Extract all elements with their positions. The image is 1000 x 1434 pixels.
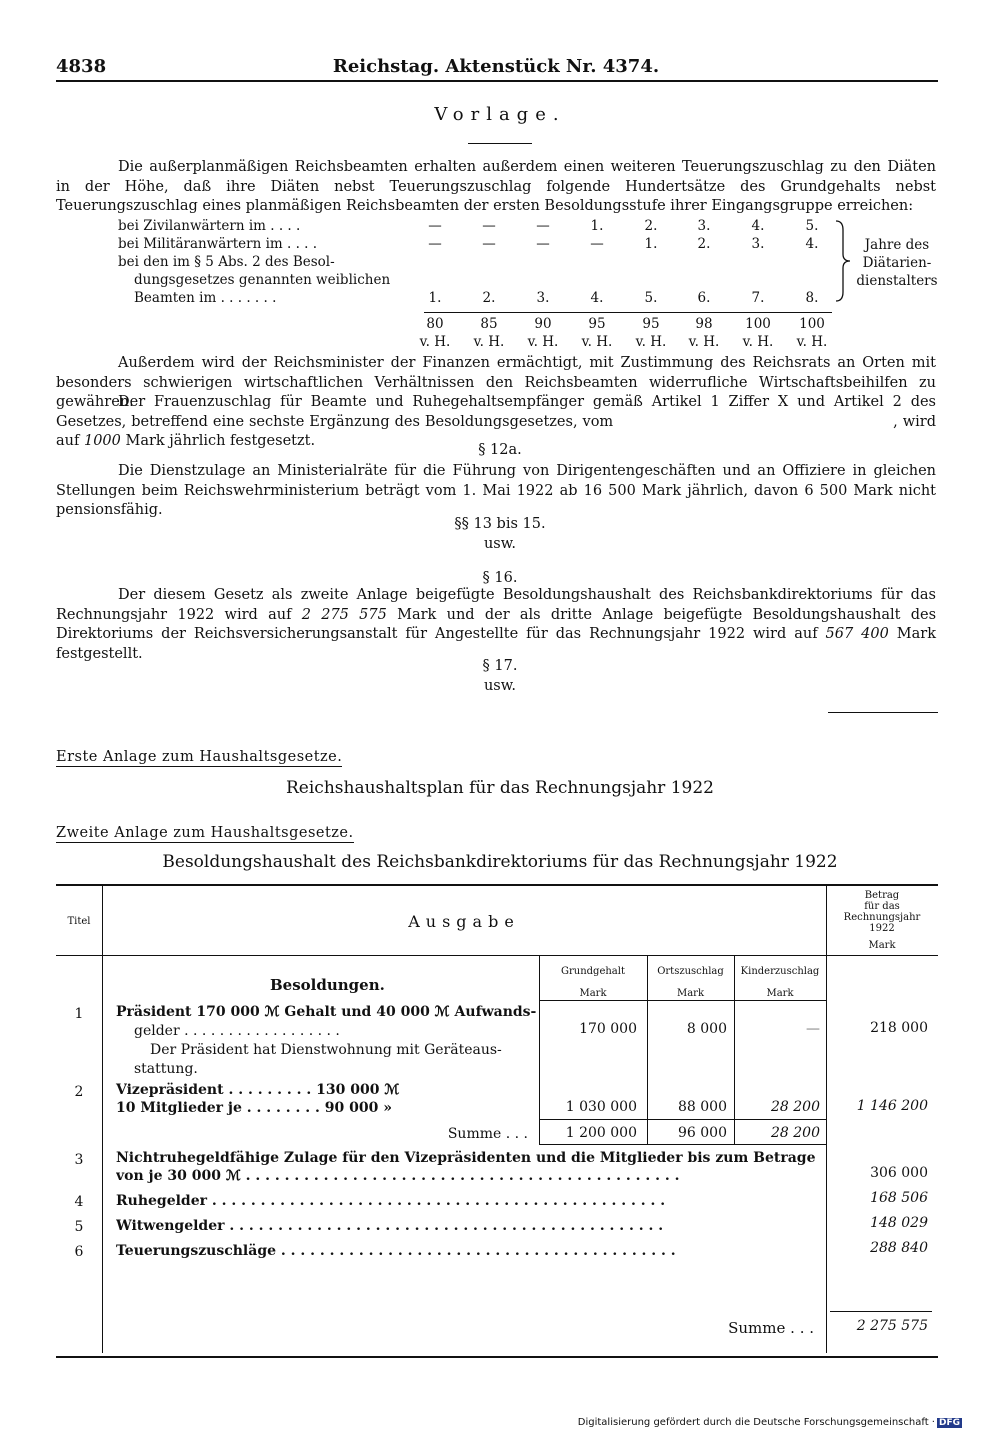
paragraph-12a: Die Dienstzulage an Ministerialräte für die Führung von Dirigentengeschäften und an Offiziere in gleichen Stellungen beim Reichswehrministerium beträgt vom 1. Mai 1922 ab 16 500 Mark jährlich, davon 6 500 Mark nicht pensionsfähig. — [56, 463, 936, 518]
para16-text: Mark festgestellt. — [56, 626, 936, 662]
kinderzuschlag-value: 28 200 — [771, 1099, 820, 1115]
kinderzuschlag-sum: 28 200 — [771, 1125, 820, 1141]
percent-value: 90 — [534, 316, 552, 332]
percent-rule — [424, 312, 832, 313]
dfg-logo: DFG — [938, 1418, 960, 1428]
total-value: 2 275 575 — [856, 1318, 928, 1334]
erste-anlage-text: Erste Anlage zum Haushaltsgesetze. — [56, 749, 343, 765]
service-cell: 5. — [644, 290, 658, 306]
percent-unit: v. H. — [473, 334, 505, 350]
side-label-line: dienstalters — [856, 273, 938, 289]
col-betrag-line: Betrag — [864, 890, 900, 901]
brace-icon — [834, 220, 852, 302]
para3-text: auf — [56, 433, 80, 449]
service-cell: — — [428, 236, 442, 252]
betrag-value: 148 029 — [870, 1215, 928, 1231]
side-label-line: Jahre des — [864, 237, 930, 253]
col-betrag-line: Rechnungsjahr — [843, 912, 921, 923]
paragraph-wirtschaftsbeihilfen: Außerdem wird der Reichsminister der Finanzen ermächtigt, mit Zustimmung des Reichsrats an Orten mit besonders schwierigen wirtschaftlichen Verhältnissen den Reichsbeamten widerrufliche Wirtschaftsbeihilfen zu gewähren. — [56, 355, 936, 410]
service-cell: 2. — [697, 236, 711, 252]
service-cell: 1. — [428, 290, 442, 306]
titel-number: 1 — [74, 1006, 84, 1022]
service-cell: 4. — [751, 218, 765, 234]
service-row-label: bei Zivilanwärtern im . . . . — [118, 218, 301, 234]
service-cell: 1. — [590, 218, 604, 234]
row-line: gelder . . . . . . . . . . . . . . . . . . — [134, 1023, 340, 1039]
titel-number: 4 — [74, 1194, 84, 1210]
total-label: Summe . . . — [728, 1319, 814, 1337]
section-12a: § 12a. — [478, 442, 522, 458]
service-row-label: bei den im § 5 Abs. 2 des Besol- — [118, 254, 335, 270]
table-divider — [539, 1144, 826, 1145]
page-header — [56, 56, 936, 82]
service-cell: — — [590, 236, 604, 252]
summe-label: Summe . . . — [447, 1126, 528, 1142]
total-rule — [830, 1311, 932, 1312]
percent-unit: v. H. — [688, 334, 720, 350]
percent-unit: v. H. — [581, 334, 613, 350]
titel-number: 5 — [74, 1219, 84, 1235]
besoldungen-heading: Besoldungen. — [270, 976, 385, 994]
footer-text: Digitalisierung gefördert durch die Deutsche Forschungsgemeinschaft · — [577, 1417, 935, 1428]
betrag-value: 168 506 — [870, 1190, 928, 1206]
service-cell: — — [536, 236, 550, 252]
ortszuschlag-sum: 96 000 — [678, 1125, 727, 1141]
usw-text: usw. — [483, 536, 517, 552]
service-cell: 3. — [751, 236, 765, 252]
sub-ortszuschlag: Ortszuschlag — [657, 966, 724, 977]
grundgehalt-value: 170 000 — [579, 1021, 637, 1037]
vorlage-title: Vorlage. — [434, 104, 566, 125]
para16-amount: 2 275 575 — [301, 606, 387, 623]
service-cell: 8. — [805, 290, 819, 306]
col-titel: Titel — [67, 916, 91, 927]
service-cell: — — [536, 218, 550, 234]
paragraph-16 — [56, 586, 936, 664]
section-17: § 17. — [482, 658, 518, 674]
para3-amount: 1000 — [83, 433, 121, 449]
service-cell: 5. — [805, 218, 819, 234]
sub-mark: Mark — [766, 988, 794, 999]
percent-value: 80 — [426, 316, 444, 332]
percent-unit: v. H. — [742, 334, 774, 350]
service-cell: 2. — [482, 290, 496, 306]
end-rule — [828, 712, 938, 713]
ortszuschlag-value: 88 000 — [678, 1099, 727, 1115]
sub-kinderzuschlag: Kinderzuschlag — [740, 966, 820, 977]
usw-text: usw. — [483, 678, 517, 694]
reichshaushalt-title: Reichshaushaltsplan für das Rechnungsjahr 1922 — [286, 778, 714, 798]
table-divider — [56, 955, 938, 956]
betrag-value: 288 840 — [870, 1240, 928, 1256]
percent-value: 98 — [695, 316, 713, 332]
service-cell: 1. — [644, 236, 658, 252]
percent-value: 100 — [745, 316, 771, 332]
col-betrag-line: 1922 — [869, 923, 895, 934]
table-divider — [539, 956, 540, 1144]
side-label — [854, 236, 940, 290]
service-cell: 7. — [751, 290, 765, 306]
col-betrag-line: für das — [864, 901, 900, 912]
service-cell: — — [482, 236, 496, 252]
service-row-label: dungsgesetzes genannten weiblichen — [134, 272, 391, 288]
service-cell: 4. — [590, 290, 604, 306]
betrag-value: 218 000 — [870, 1020, 928, 1036]
row-line: Ruhegelder . . . . . . . . . . . . . . . . . . . . . . . . . . . . . . . . . . . . . . . . . . . . . . . — [116, 1193, 666, 1209]
service-cell: 3. — [536, 290, 550, 306]
col-betrag-mark: Mark — [868, 940, 896, 951]
grundgehalt-sum: 1 200 000 — [565, 1125, 637, 1141]
service-cell: 4. — [805, 236, 819, 252]
besoldung-title: Besoldungshaushalt des Reichsbankdirektoriums für das Rechnungsjahr 1922 — [162, 852, 838, 872]
row-line: Witwengelder . . . . . . . . . . . . . . . . . . . . . . . . . . . . . . . . . . . . . . . . . . . . . — [116, 1218, 664, 1234]
service-table — [56, 216, 936, 356]
titel-number: 3 — [74, 1152, 84, 1168]
para16-text: Mark und der als dritte Anlage beigefügte Besoldungshaushalt des Direktoriums der Reichsversicherungsanstalt für Angestellte für das Rechnungsjahr 1922 wird auf — [56, 606, 937, 642]
service-cell: — — [428, 218, 442, 234]
col-ausgabe: Ausgabe — [408, 912, 520, 931]
percent-value: 95 — [642, 316, 660, 332]
zweite-anlage-text: Zweite Anlage zum Haushaltsgesetze. — [56, 825, 354, 841]
table-divider — [647, 956, 648, 1144]
titel-number: 6 — [74, 1244, 84, 1260]
para3-text: Mark jährlich festgesetzt. — [125, 433, 316, 449]
ortszuschlag-value: 8 000 — [686, 1021, 727, 1037]
header-rule — [56, 80, 938, 82]
table-divider — [539, 1000, 826, 1001]
service-row-label: Beamten im . . . . . . . — [134, 290, 277, 306]
service-row-label: bei Militäranwärtern im . . . . — [118, 236, 318, 252]
row-line: Nichtruhegeldfähige Zulage für den Vizepräsidenten und die Mitglieder bis zum Betrage — [116, 1150, 816, 1166]
side-label-line: Diätarien- — [862, 255, 932, 271]
row-line: Der Präsident hat Dienstwohnung mit Geräteaus- — [150, 1042, 502, 1058]
grundgehalt-value: 1 030 000 — [565, 1099, 637, 1115]
sub-mark: Mark — [579, 988, 607, 999]
para3-text: Der Frauenzuschlag für Beamte und Ruhegehaltsempfänger gemäß Artikel 1 Ziffer X und Artikel 2 des Gesetzes, betreffend eine sechste Ergänzung des Besoldungsgesetzes, vom — [56, 394, 936, 430]
footer — [578, 1417, 962, 1428]
row-line: von je 30 000 ℳ . . . . . . . . . . . . . . . . . . . . . . . . . . . . . . . . . . . . . . . . . . . . . — [116, 1168, 680, 1184]
percent-unit: v. H. — [527, 334, 559, 350]
row-line: Teuerungszuschläge . . . . . . . . . . . . . . . . . . . . . . . . . . . . . . . . . . . . . . . . . — [116, 1243, 676, 1259]
page-number: 4838 — [56, 56, 107, 77]
percent-value: 95 — [588, 316, 606, 332]
percent-unit: v. H. — [635, 334, 667, 350]
row-line: Vizepräsident . . . . . . . . . 130 000 ℳ — [116, 1082, 400, 1098]
row-line: Präsident 170 000 ℳ Gehalt und 40 000 ℳ Aufwands- — [116, 1004, 537, 1020]
kinderzuschlag-value: — — [806, 1021, 820, 1037]
intro-paragraph: Die außerplanmäßigen Reichsbeamten erhalten außerdem einen weiteren Teuerungszuschlag zu den Diäten in der Höhe, daß ihre Diäten nebst Teuerungszuschlag folgende Hundertsätze des Grundgehalts nebst Teuerungszuschlag eines planmäßigen Reichsbeamten der ersten Besoldungsstufe ihrer Eingangsgruppe erreichen: — [56, 159, 936, 214]
section-16: § 16. — [482, 570, 518, 586]
betrag-value: 1 146 200 — [856, 1098, 928, 1114]
service-cell: 6. — [697, 290, 711, 306]
sub-mark: Mark — [676, 988, 705, 999]
percent-unit: v. H. — [796, 334, 828, 350]
title-rule — [468, 143, 532, 144]
header-title: Reichstag. Aktenstück Nr. 4374. — [332, 56, 660, 77]
para16-amount: 567 400 — [825, 626, 889, 642]
service-cell: 3. — [697, 218, 711, 234]
percent-unit: v. H. — [419, 334, 451, 350]
erste-anlage-heading — [56, 746, 342, 765]
section-13-15: §§ 13 bis 15. — [454, 516, 546, 532]
col-betrag — [826, 890, 938, 934]
table-divider — [734, 956, 735, 1144]
service-cell: — — [482, 218, 496, 234]
row-line: stattung. — [134, 1061, 198, 1077]
para16-text: Der diesem Gesetz als zweite Anlage beigefügte Besoldungshaushalt des Reichsbankdirektoriums für das Rechnungsjahr 1922 wird auf — [56, 587, 936, 623]
row-line: 10 Mitglieder je . . . . . . . . 90 000 » — [116, 1100, 392, 1116]
service-cell: 2. — [644, 218, 658, 234]
percent-value: 85 — [480, 316, 498, 332]
zweite-anlage-heading — [56, 822, 354, 841]
table-divider — [539, 1119, 826, 1120]
para3-text: , wird — [893, 413, 936, 430]
betrag-value: 306 000 — [870, 1165, 928, 1181]
sub-grundgehalt: Grundgehalt — [561, 966, 625, 977]
percent-value: 100 — [799, 316, 825, 332]
titel-number: 2 — [74, 1084, 84, 1100]
